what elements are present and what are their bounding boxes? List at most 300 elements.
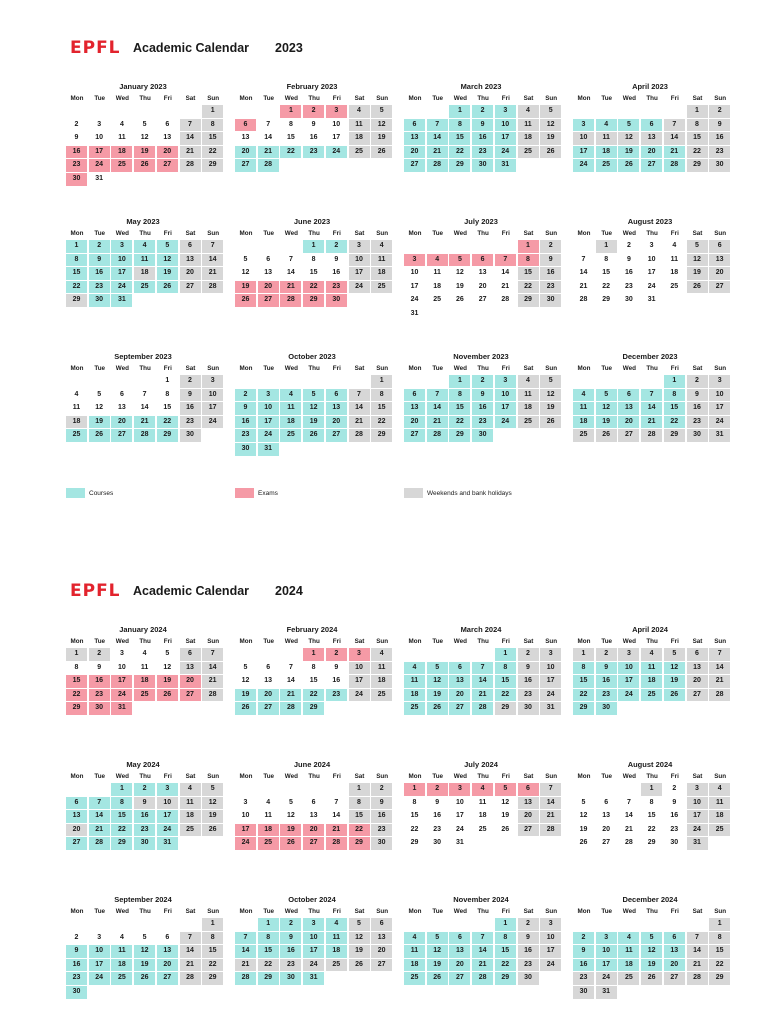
day-cell-off: 25 xyxy=(349,146,370,159)
day-cell-course: 22 xyxy=(111,824,132,837)
day-cell-course: 15 xyxy=(573,675,594,688)
day-cell-course: 15 xyxy=(664,402,685,415)
weekday-label: Fri xyxy=(501,638,510,645)
day-cell: 26 xyxy=(579,839,588,847)
day-cell-exam: 27 xyxy=(303,837,324,850)
day-cell-off: 12 xyxy=(687,254,708,267)
weekday-label: Tue xyxy=(432,365,444,372)
day-cell-course: 28 xyxy=(664,159,685,172)
day-cell-course: 26 xyxy=(427,972,448,985)
day-cell-course: 8 xyxy=(449,119,470,132)
day-cell: 12 xyxy=(501,798,510,806)
day-cell-off: 23 xyxy=(280,959,301,972)
weekday-label: Mon xyxy=(239,908,253,915)
weekday-label: Fri xyxy=(501,908,510,915)
day-cell: 9 xyxy=(435,798,440,806)
day-cell-off: 25 xyxy=(518,416,539,429)
day-cell-off: 11 xyxy=(518,389,539,402)
day-cell-exam: 20 xyxy=(180,675,201,688)
day-cell-course: 20 xyxy=(404,146,425,159)
weekday-label: Tue xyxy=(601,365,613,372)
weekday-label: Fri xyxy=(670,365,679,372)
day-cell-course: 26 xyxy=(89,429,110,442)
day-cell-course: 23 xyxy=(596,689,617,702)
day-cell-off: 12 xyxy=(618,132,639,145)
day-cell-off: 8 xyxy=(687,119,708,132)
day-cell-off: 24 xyxy=(540,959,561,972)
day-cell-course: 21 xyxy=(472,959,493,972)
day-cell-course: 21 xyxy=(427,146,448,159)
day-cell-course: 6 xyxy=(404,119,425,132)
day-cell: 7 xyxy=(266,120,271,128)
day-cell: 27 xyxy=(478,296,487,304)
day-cell-course: 12 xyxy=(427,675,448,688)
day-cell-off: 1 xyxy=(202,105,223,118)
day-cell-exam: 21 xyxy=(326,824,347,837)
day-cell-course: 14 xyxy=(235,945,256,958)
weekday-label: Thu xyxy=(477,230,489,237)
day-cell: 18 xyxy=(670,269,679,277)
day-cell-off: 21 xyxy=(687,959,708,972)
weekday-label: Wed xyxy=(453,95,467,102)
day-cell-off: 16 xyxy=(540,267,561,280)
day-cell-course: 17 xyxy=(111,267,132,280)
day-cell-course: 16 xyxy=(66,959,87,972)
month-name: July 2024 xyxy=(464,760,498,769)
day-cell-course: 14 xyxy=(427,132,448,145)
month-name: November 2024 xyxy=(453,895,509,904)
day-cell: 3 xyxy=(243,798,248,806)
epfl-logo: EPFL xyxy=(70,581,121,601)
weekday-label: Tue xyxy=(432,908,444,915)
day-cell: 16 xyxy=(670,812,679,820)
weekday-label: Wed xyxy=(453,365,467,372)
day-cell-course: 13 xyxy=(157,945,178,958)
weekday-label: Tue xyxy=(94,908,106,915)
day-cell-off: 30 xyxy=(687,429,708,442)
day-cell-course: 16 xyxy=(134,810,155,823)
day-cell-off: 22 xyxy=(202,959,223,972)
day-cell-off: 13 xyxy=(641,132,662,145)
day-cell: 5 xyxy=(142,120,147,128)
day-cell-off: 21 xyxy=(202,267,223,280)
day-cell-off: 21 xyxy=(709,675,730,688)
weekday-label: Wed xyxy=(115,230,129,237)
day-cell: 4 xyxy=(119,120,124,128)
day-cell: 24 xyxy=(410,296,419,304)
day-cell: 12 xyxy=(241,269,250,277)
day-cell-exam: 3 xyxy=(404,254,425,267)
day-cell-course: 19 xyxy=(664,675,685,688)
day-cell-off: 17 xyxy=(349,267,370,280)
weekday-label: Thu xyxy=(308,365,320,372)
day-cell-off: 28 xyxy=(349,429,370,442)
day-cell-course: 17 xyxy=(596,959,617,972)
day-cell: 15 xyxy=(410,812,419,820)
day-cell-off: 29 xyxy=(687,159,708,172)
day-cell-course: 26 xyxy=(427,702,448,715)
weekday-label: Fri xyxy=(332,638,341,645)
day-cell-course: 9 xyxy=(235,402,256,415)
day-cell-off: 9 xyxy=(518,662,539,675)
legend-label: Courses xyxy=(89,489,114,497)
legend-swatch xyxy=(66,488,85,498)
day-cell-off: 19 xyxy=(540,132,561,145)
weekday-label: Wed xyxy=(622,908,636,915)
month-name: August 2023 xyxy=(627,217,673,226)
day-cell-course: 9 xyxy=(596,662,617,675)
month-block xyxy=(235,760,389,880)
day-cell: 13 xyxy=(602,812,611,820)
weekday-label: Fri xyxy=(163,908,172,915)
day-cell-course: 14 xyxy=(472,945,493,958)
day-cell-off: 6 xyxy=(709,240,730,253)
day-cell: 6 xyxy=(165,120,170,128)
day-cell: 5 xyxy=(243,255,248,263)
day-cell-off: 23 xyxy=(573,972,594,985)
day-cell-course: 27 xyxy=(66,837,87,850)
weekday-label: Tue xyxy=(263,908,275,915)
day-cell-off: 1 xyxy=(66,648,87,661)
day-cell: 22 xyxy=(410,825,419,833)
month-block xyxy=(404,895,558,1015)
day-cell-off: 19 xyxy=(687,267,708,280)
day-cell-course: 28 xyxy=(134,429,155,442)
weekday-label: Sun xyxy=(376,773,389,780)
weekday-label: Mon xyxy=(70,908,84,915)
day-cell-course: 16 xyxy=(472,402,493,415)
day-cell-course: 6 xyxy=(641,119,662,132)
weekday-label: Thu xyxy=(139,230,151,237)
day-cell-off: 2 xyxy=(540,240,561,253)
day-cell-course: 13 xyxy=(404,132,425,145)
day-cell-course: 22 xyxy=(280,146,301,159)
day-cell-exam: 2 xyxy=(427,783,448,796)
day-cell-off: 5 xyxy=(687,240,708,253)
day-cell-off: 21 xyxy=(180,146,201,159)
day-cell: 29 xyxy=(602,296,611,304)
day-cell-off: 30 xyxy=(573,986,594,999)
day-cell-exam: 7 xyxy=(495,254,516,267)
day-cell-off: 4 xyxy=(518,375,539,388)
day-cell-course: 16 xyxy=(235,416,256,429)
day-cell-off: 30 xyxy=(540,294,561,307)
day-cell-exam: 22 xyxy=(303,281,324,294)
weekday-label: Mon xyxy=(70,773,84,780)
day-cell-off: 29 xyxy=(495,702,516,715)
day-cell-course: 3 xyxy=(111,240,132,253)
weekday-label: Wed xyxy=(622,365,636,372)
day-cell-exam: 29 xyxy=(349,837,370,850)
day-cell-course: 28 xyxy=(427,429,448,442)
weekday-label: Sun xyxy=(545,230,558,237)
day-cell: 17 xyxy=(647,269,656,277)
month-name: September 2024 xyxy=(114,895,172,904)
day-cell-course: 2 xyxy=(472,105,493,118)
day-cell-course: 22 xyxy=(664,416,685,429)
day-cell-off: 11 xyxy=(709,797,730,810)
month-block xyxy=(573,625,727,745)
day-cell-off: 25 xyxy=(371,689,392,702)
day-cell-course: 6 xyxy=(449,932,470,945)
day-cell-off: 10 xyxy=(540,932,561,945)
weekday-label: Fri xyxy=(501,95,510,102)
day-cell: 4 xyxy=(672,242,677,249)
day-cell-off: 13 xyxy=(371,932,392,945)
day-cell-course: 27 xyxy=(641,159,662,172)
weekday-label: Fri xyxy=(163,638,172,645)
day-cell-course: 16 xyxy=(280,945,301,958)
weekday-label: Sat xyxy=(692,638,703,645)
day-cell-exam: 24 xyxy=(235,837,256,850)
day-cell-course: 28 xyxy=(89,837,110,850)
day-cell-course: 3 xyxy=(495,375,516,388)
day-cell: 12 xyxy=(286,812,295,820)
day-cell: 6 xyxy=(119,390,124,398)
day-cell: 11 xyxy=(140,663,149,671)
day-cell-course: 16 xyxy=(89,267,110,280)
day-cell-course: 7 xyxy=(89,797,110,810)
weekday-label: Wed xyxy=(622,95,636,102)
day-cell-off: 10 xyxy=(157,797,178,810)
day-cell-off: 7 xyxy=(664,119,685,132)
day-cell-off: 24 xyxy=(687,824,708,837)
day-cell-course: 23 xyxy=(326,689,347,702)
day-cell-course: 20 xyxy=(235,146,256,159)
month-name: May 2023 xyxy=(126,217,160,226)
month-block xyxy=(404,217,558,337)
day-cell-off: 6 xyxy=(180,240,201,253)
day-cell-off: 10 xyxy=(349,662,370,675)
month-block xyxy=(404,82,558,202)
day-cell-exam: 4 xyxy=(472,783,493,796)
day-cell: 4 xyxy=(74,390,79,398)
weekday-label: Thu xyxy=(139,773,151,780)
month-name: April 2023 xyxy=(632,82,668,91)
day-cell-course: 17 xyxy=(495,402,516,415)
day-cell-exam: 23 xyxy=(326,281,347,294)
day-cell-off: 5 xyxy=(349,918,370,931)
day-cell-course: 18 xyxy=(280,416,301,429)
day-cell-course: 15 xyxy=(258,945,279,958)
day-cell-course: 19 xyxy=(235,689,256,702)
day-cell-off: 7 xyxy=(349,389,370,402)
day-cell: 2 xyxy=(626,242,631,249)
day-cell: 11 xyxy=(670,255,678,263)
day-cell-off: 25 xyxy=(618,972,639,985)
day-cell-course: 11 xyxy=(134,254,155,267)
day-cell-course: 30 xyxy=(472,429,493,442)
day-cell: 12 xyxy=(163,663,172,671)
month-name: October 2023 xyxy=(288,352,336,361)
day-cell-off: 23 xyxy=(540,281,561,294)
day-cell-exam: 17 xyxy=(111,675,132,688)
day-cell-course: 6 xyxy=(664,932,685,945)
day-cell: 8 xyxy=(311,255,316,263)
day-cell: 29 xyxy=(410,839,419,847)
day-cell: 13 xyxy=(309,812,318,820)
day-cell-off: 14 xyxy=(687,945,708,958)
day-cell-off: 19 xyxy=(202,810,223,823)
day-cell-off: 21 xyxy=(235,959,256,972)
weekday-label: Fri xyxy=(670,230,679,237)
day-cell: 5 xyxy=(97,390,102,398)
weekday-label: Sat xyxy=(692,773,703,780)
weekday-label: Sat xyxy=(523,638,534,645)
day-cell: 8 xyxy=(649,798,654,806)
day-cell-exam: 29 xyxy=(303,294,324,307)
day-cell-exam: 1 xyxy=(303,648,324,661)
day-cell-off: 15 xyxy=(371,402,392,415)
day-cell-course: 25 xyxy=(404,972,425,985)
legend-swatch xyxy=(404,488,423,498)
weekday-label: Fri xyxy=(332,365,341,372)
day-cell-exam: 28 xyxy=(326,837,347,850)
day-cell-off: 31 xyxy=(596,986,617,999)
day-cell-off: 7 xyxy=(709,648,730,661)
epfl-logo: EPFL xyxy=(70,38,121,58)
day-cell-course: 17 xyxy=(258,416,279,429)
day-cell-off: 23 xyxy=(709,146,730,159)
day-cell-off: 26 xyxy=(596,429,617,442)
day-cell-off: 24 xyxy=(596,972,617,985)
day-cell-exam: 18 xyxy=(258,824,279,837)
day-cell-course: 21 xyxy=(641,416,662,429)
day-cell-course: 10 xyxy=(495,389,516,402)
day-cell-course: 4 xyxy=(134,240,155,253)
day-cell-off: 18 xyxy=(518,132,539,145)
weekday-label: Sun xyxy=(714,638,727,645)
day-cell: 8 xyxy=(311,663,316,671)
day-cell-course: 24 xyxy=(573,159,594,172)
day-cell: 13 xyxy=(264,677,273,685)
day-cell-course: 9 xyxy=(472,119,493,132)
day-cell-off: 1 xyxy=(371,375,392,388)
weekday-label: Sun xyxy=(207,908,220,915)
day-cell-course: 27 xyxy=(404,159,425,172)
day-cell-course: 22 xyxy=(449,146,470,159)
day-cell-course: 5 xyxy=(427,662,448,675)
day-cell-exam: 26 xyxy=(235,294,256,307)
day-cell: 9 xyxy=(74,134,79,142)
day-cell-off: 1 xyxy=(573,648,594,661)
weekday-label: Sat xyxy=(185,365,196,372)
day-cell: 7 xyxy=(142,390,147,398)
day-cell-course: 6 xyxy=(326,389,347,402)
day-cell-course: 4 xyxy=(326,918,347,931)
weekday-label: Thu xyxy=(477,365,489,372)
day-cell-course: 1 xyxy=(303,240,324,253)
day-cell-off: 18 xyxy=(134,267,155,280)
day-cell-course: 15 xyxy=(495,675,516,688)
calendar-title: Academic Calendar xyxy=(133,41,250,55)
day-cell-course: 28 xyxy=(472,972,493,985)
day-cell-off: 4 xyxy=(371,648,392,661)
month-block xyxy=(66,760,220,880)
day-cell-off: 20 xyxy=(371,945,392,958)
day-cell-course: 18 xyxy=(596,146,617,159)
day-cell: 8 xyxy=(74,663,79,671)
month-name: May 2024 xyxy=(126,760,160,769)
legend-item-off xyxy=(404,488,512,498)
day-cell-course: 15 xyxy=(449,402,470,415)
day-cell-off: 3 xyxy=(709,375,730,388)
day-cell-off: 29 xyxy=(518,294,539,307)
day-cell-off: 24 xyxy=(303,959,324,972)
weekday-label: Mon xyxy=(577,638,591,645)
weekday-label: Mon xyxy=(70,365,84,372)
day-cell: 10 xyxy=(117,663,126,671)
day-cell-course: 27 xyxy=(326,429,347,442)
day-cell-off: 8 xyxy=(202,119,223,132)
day-cell-course: 11 xyxy=(404,675,425,688)
weekday-label: Mon xyxy=(239,230,253,237)
day-cell-off: 10 xyxy=(202,389,223,402)
weekday-label: Mon xyxy=(70,638,84,645)
day-cell-course: 31 xyxy=(157,837,178,850)
month-name: January 2024 xyxy=(119,625,167,634)
day-cell-course: 27 xyxy=(449,972,470,985)
day-cell-off: 5 xyxy=(371,105,392,118)
weekday-label: Fri xyxy=(332,95,341,102)
day-cell: 6 xyxy=(311,798,316,806)
day-cell-off: 14 xyxy=(540,797,561,810)
day-cell-off: 16 xyxy=(709,132,730,145)
day-cell: 13 xyxy=(117,404,126,412)
weekday-label: Mon xyxy=(577,773,591,780)
day-cell-exam: 1 xyxy=(518,240,539,253)
day-cell-course: 29 xyxy=(111,837,132,850)
day-cell-course: 21 xyxy=(664,146,685,159)
day-cell: 27 xyxy=(602,839,611,847)
day-cell-course: 31 xyxy=(258,443,279,456)
day-cell-off: 1 xyxy=(641,783,662,796)
weekday-label: Wed xyxy=(115,365,129,372)
day-cell-off: 14 xyxy=(180,132,201,145)
month-name: October 2024 xyxy=(288,895,336,904)
day-cell-course: 20 xyxy=(618,416,639,429)
day-cell-off: 9 xyxy=(540,254,561,267)
day-cell-off: 8 xyxy=(371,389,392,402)
day-cell-course: 30 xyxy=(66,986,87,999)
weekday-label: Sat xyxy=(692,365,703,372)
weekday-label: Sat xyxy=(354,908,365,915)
day-cell: 12 xyxy=(95,404,104,412)
day-cell-course: 17 xyxy=(495,132,516,145)
day-cell-off: 12 xyxy=(540,119,561,132)
month-name: September 2023 xyxy=(114,352,172,361)
day-cell-course: 24 xyxy=(157,824,178,837)
day-cell: 14 xyxy=(501,269,510,277)
day-cell-off: 27 xyxy=(618,429,639,442)
day-cell-off: 7 xyxy=(180,119,201,132)
day-cell-exam: 8 xyxy=(518,254,539,267)
day-cell-off: 22 xyxy=(371,416,392,429)
day-cell: 18 xyxy=(478,812,487,820)
day-cell: 12 xyxy=(455,269,464,277)
weekday-label: Sat xyxy=(523,365,534,372)
weekday-label: Sun xyxy=(376,908,389,915)
calendar-year: 2023 xyxy=(275,41,303,55)
weekday-label: Sun xyxy=(376,95,389,102)
day-cell-course: 10 xyxy=(89,945,110,958)
day-cell-off: 29 xyxy=(202,159,223,172)
day-cell-off: 3 xyxy=(618,648,639,661)
weekday-label: Thu xyxy=(308,908,320,915)
calendar-header xyxy=(70,38,303,58)
weekday-label: Fri xyxy=(163,365,172,372)
day-cell-course: 2 xyxy=(472,375,493,388)
